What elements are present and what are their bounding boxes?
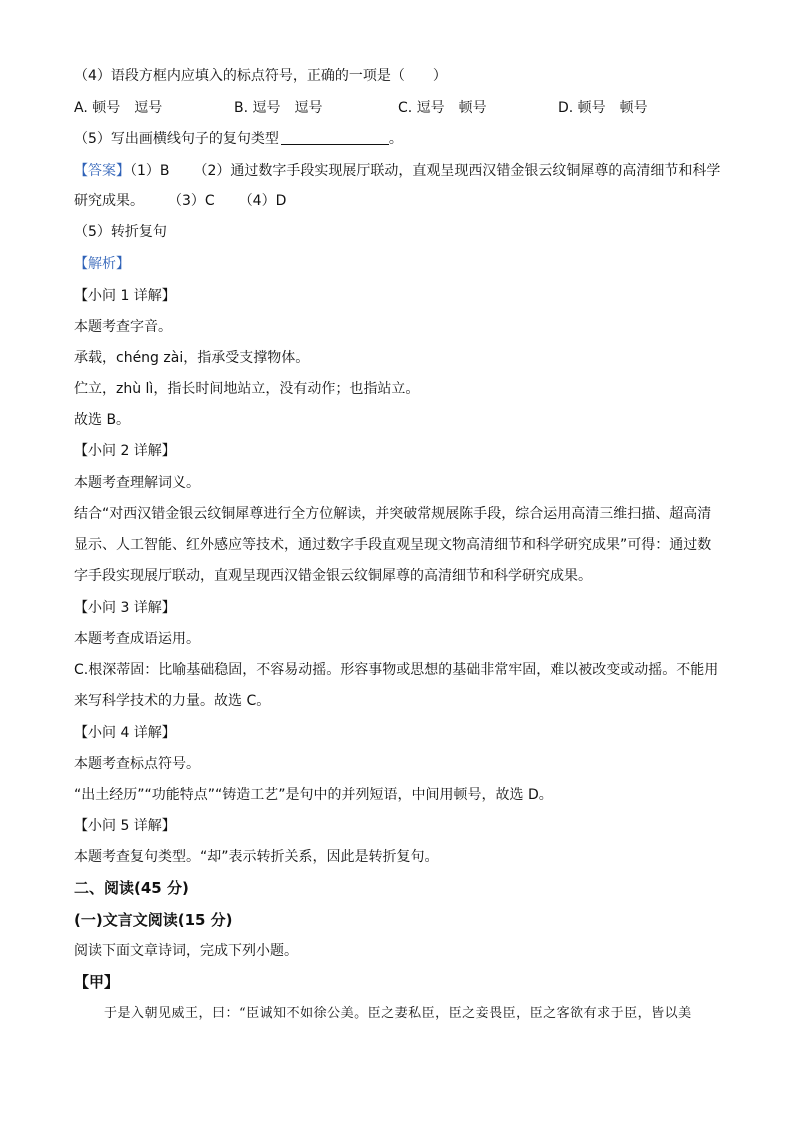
analysis-tag: 【解析】 — [74, 256, 130, 272]
detail-line: 本题考查字音。 — [74, 319, 172, 335]
reading-instruction: 阅读下面文章诗词，完成下列小题。 — [74, 943, 298, 959]
detail-line: 【小问 5 详解】 — [74, 818, 176, 834]
detail-line: 伫立，zhù lì，指长时间地站立，没有动作；也指站立。 — [74, 381, 420, 397]
detail-line: 【小问 1 详解】 — [74, 288, 176, 304]
detail-line: “出土经历”“功能特点”“铸造工艺”是句中的并列短语，中间用顿号，故选 D。 — [74, 787, 553, 803]
answer-line-1: 【答案】（1）B （2）通过数字手段实现展厅联动，直观呈现西汉错金银云纹铜犀尊的高清细节和科学 — [74, 163, 721, 179]
detail-line: 故选 B。 — [74, 412, 131, 428]
detail-line: 来写科学技术的力量。故选 C。 — [74, 693, 271, 709]
detail-line: 本题考查理解词义。 — [74, 475, 200, 491]
question-5-stem: （5）写出画横线句子的复句类型 。 — [74, 131, 403, 147]
detail-line: 本题考查成语运用。 — [74, 631, 200, 647]
section-title: 二、阅读(45 分) — [74, 879, 189, 897]
subsection-title: (一)文言文阅读(15 分) — [74, 911, 233, 929]
detail-line: 【小问 3 详解】 — [74, 600, 176, 616]
detail-line: 【小问 4 详解】 — [74, 725, 176, 741]
detail-line: C.根深蒂固：比喻基础稳固，不容易动摇。形容事物或思想的基础非常牢固，难以被改变或动摇。不能用 — [74, 662, 719, 678]
question-4-options — [74, 98, 734, 118]
detail-line: 结合“对西汉错金银云纹铜犀尊进行全方位解读，并突破常规展陈手段，综合运用高清三维扫描、超高清 — [74, 506, 712, 522]
passage-text: 于是入朝见威王，曰：“臣诚知不如徐公美。臣之妻私臣，臣之妾畏臣，臣之客欲有求于臣，皆以美 — [104, 1006, 692, 1021]
detail-line: 承载，chéng zài，指承受支撑物体。 — [74, 350, 310, 366]
option-b: B. 逗号 逗号 — [234, 100, 323, 116]
detail-line: 本题考查标点符号。 — [74, 756, 200, 772]
answer-tag: 【答案】 — [74, 163, 130, 179]
detail-line: 【小问 2 详解】 — [74, 443, 176, 459]
detail-line: 显示、人工智能、红外感应等技术，通过数字手段直观呈现文物高清细节和科学研究成果”可得：通过数 — [74, 537, 712, 553]
option-c: C. 逗号 顿号 — [398, 100, 487, 116]
answer-line-2: 研究成果。 （3）C （4）D — [74, 193, 287, 209]
question-4-stem: （4）语段方框内应填入的标点符号，正确的一项是（ ） — [74, 68, 447, 84]
passage-jia-label: 【甲】 — [74, 973, 120, 991]
detail-line: 本题考查复句类型。“却”表示转折关系，因此是转折复句。 — [74, 849, 439, 865]
detail-line: 字手段实现展厅联动，直观呈现西汉错金银云纹铜犀尊的高清细节和科学研究成果。 — [74, 568, 592, 584]
option-d: D. 顿号 顿号 — [558, 100, 648, 116]
answer-line-3: （5）转折复句 — [74, 224, 167, 240]
answer-blank — [281, 130, 389, 145]
option-a: A. 顿号 逗号 — [74, 100, 163, 116]
